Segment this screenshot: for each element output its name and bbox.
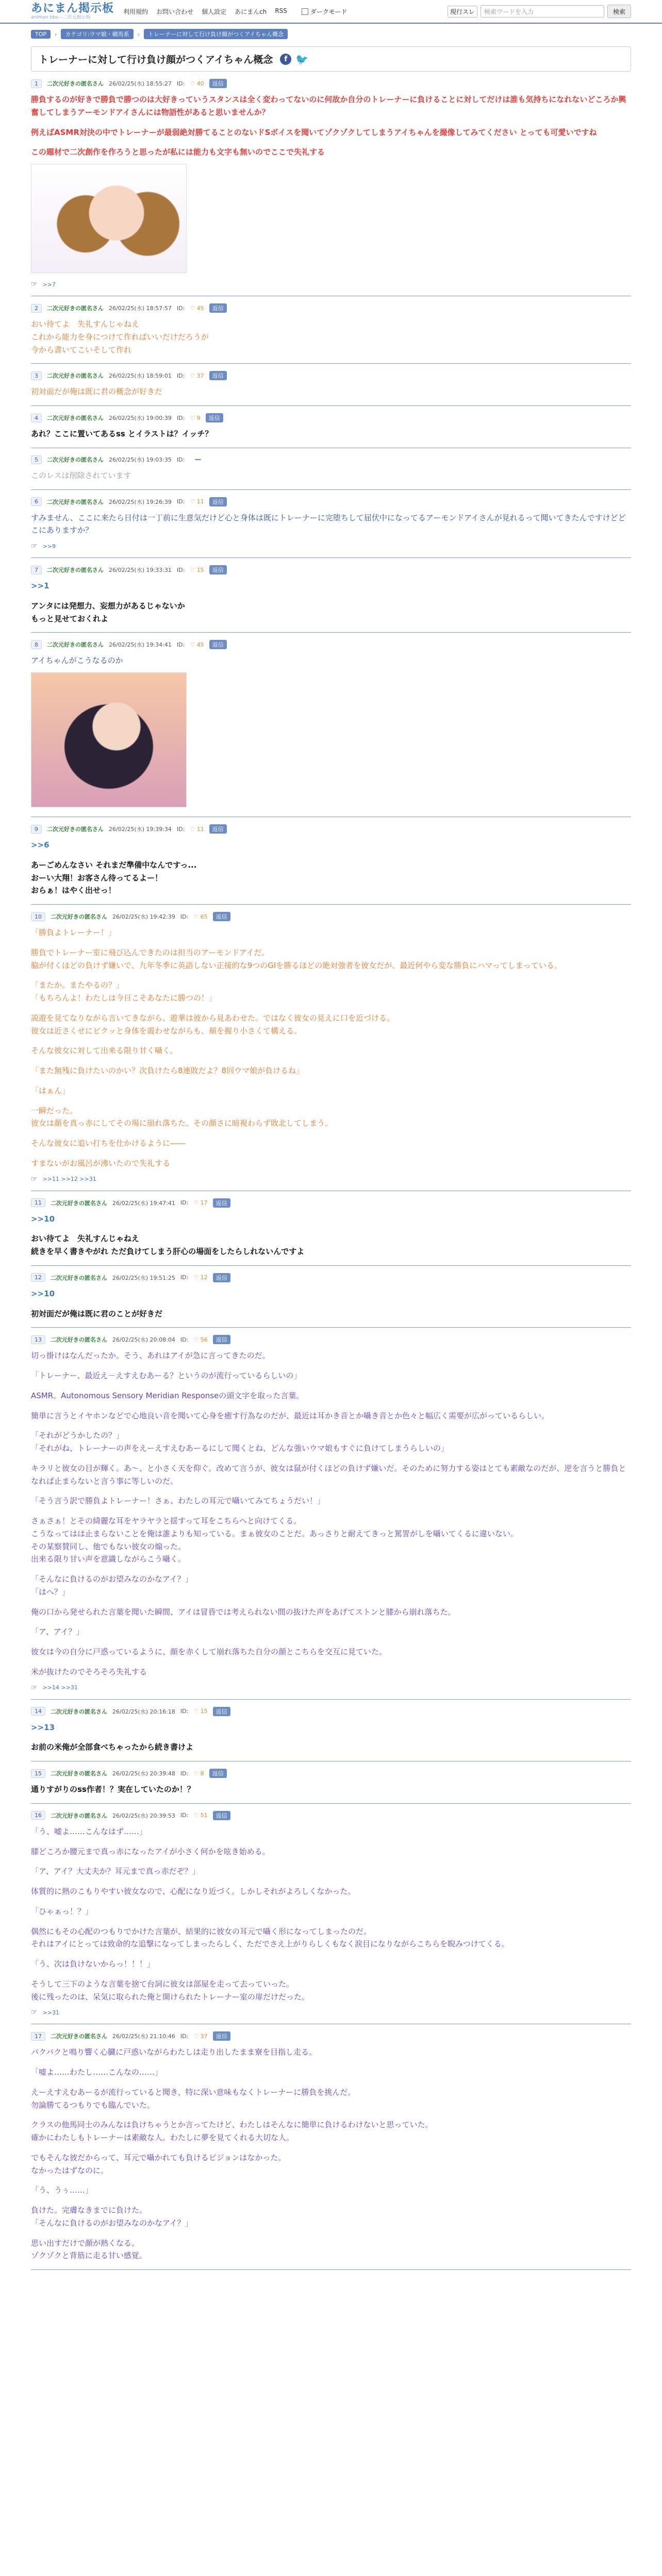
post-header [31, 1273, 631, 1282]
post [31, 72, 631, 296]
reply-button[interactable]: 返信 [209, 371, 227, 380]
post-date: 26/02/25(水) 19:42:39 [112, 913, 175, 920]
like-count[interactable]: ♡ 37 [193, 2032, 208, 2040]
post-number[interactable]: 12 [31, 1273, 45, 1282]
post-number[interactable]: 4 [31, 414, 42, 422]
post-id: ID: [176, 825, 185, 833]
post-paragraph: 「う、うぅ……」 [31, 2185, 93, 2195]
post-list [0, 72, 662, 2270]
post-author: 二次元好きの匿名さん [51, 1336, 107, 1344]
like-count[interactable]: ♡ 45 [190, 304, 204, 312]
post-paragraph: この題材で二次創作を作ろうと思ったが私には能力も文字も無いのでここで失礼する [31, 147, 325, 157]
post-author: 二次元好きの匿名さん [47, 456, 104, 464]
post-id: ID: [180, 1812, 189, 1819]
like-count[interactable]: ♡ 11 [190, 825, 204, 833]
post-paragraph: 通りすがりのss作者！？実在していたのか！？ [31, 1785, 195, 1794]
post-id: ID: [176, 80, 185, 87]
post-id: ID: [176, 498, 185, 505]
post-number[interactable]: 17 [31, 2032, 45, 2041]
post-body [31, 93, 631, 159]
post [31, 490, 631, 558]
post-paragraph: 膝どころか腰元まで真っ赤になったアイが小さく何かを呟き始める。 [31, 1846, 270, 1856]
post-paragraph: 切っ掛けはなんだったか。そう、あれはアイが急に言ってきたのだ。 [31, 1351, 270, 1361]
nav-link-contact[interactable]: お問い合わせ [156, 8, 194, 15]
post-paragraph: あれ？ここに置いてあるss とイラストは？イッチ？ [31, 429, 213, 438]
nav-link-animanch[interactable]: あにまんch [235, 8, 267, 15]
post-paragraph: 思い出すだけで顔が熱くなる。 ゾクゾクと背筋に走る甘い感覚。 [31, 2238, 147, 2261]
post-header [31, 912, 631, 921]
post-body [31, 1825, 631, 2004]
reply-button[interactable]: 返信 [209, 1769, 227, 1778]
post-paragraph: 説遊を見てなりながら言いてきながら、遊華は彼から見あわせた。ではなく彼女の見えに口を近づける。 彼女は近さくせにビクッと身体を震わせながらも、頬を握り小さくて構える。 [31, 1013, 395, 1036]
post-id: ID: [180, 1336, 189, 1343]
post-date: 26/02/25(水) 19:51:25 [112, 1274, 175, 1281]
breadcrumb-category[interactable]: カテゴリ:ウマ娘・競馬系 [61, 29, 133, 39]
post-paragraph: お前の米俺が全部食べちゃったから続き書けよ [31, 1742, 194, 1752]
post-header [31, 497, 631, 506]
post-body [31, 654, 631, 667]
post-paragraph: 「う、次は負けないからっ！！！」 [31, 1959, 155, 1969]
post-paragraph: でもそんな彼だからって、耳元で囁かれても負けるビジョンはなかった。 なかったはずなのに。 [31, 2153, 286, 2175]
breadcrumb [0, 24, 662, 39]
post [31, 448, 631, 490]
search-area [448, 5, 631, 18]
post-paragraph: 俺の口から発せられた言葉を聞いた瞬間、アイは冒昏では考えられない間の抜けた声をあげてストンと膝から崩れ落ちた。 [31, 1607, 456, 1617]
post-body [31, 839, 631, 897]
post-body [31, 512, 631, 537]
post-number[interactable]: 10 [31, 912, 45, 921]
post-body [31, 926, 631, 1170]
post-date: 26/02/25(水) 18:55:27 [109, 80, 172, 87]
post-paragraph: 「そう言う訳で勝負よトレーナー！さぁ、わたしの耳元で囁いてみてちょうだい！」 [31, 1496, 325, 1506]
post-paragraph: クラスの他馬同士のみんなは負けちゃうとか言ってたけど、わたしはそんなに簡単に負けるわけないと思っていた。 確かにわたしもトレーナーは素敵な人。わたしに夢を見てくれる大切な人。 [31, 2120, 433, 2142]
post [31, 296, 631, 364]
post-body [31, 1287, 631, 1320]
post-paragraph: おい待てよ 失礼すんじゃねえ 続きを早く書きやがれ ただ負けてしまう肝心の場面をしたらしれないんですよ [31, 1234, 305, 1256]
post-number[interactable]: 15 [31, 1769, 45, 1778]
post-number[interactable]: 14 [31, 1707, 45, 1716]
post-id: ID: [180, 913, 189, 920]
post-header [31, 1707, 631, 1716]
post [31, 1266, 631, 1328]
post-date: 26/02/25(水) 19:33:31 [109, 567, 172, 573]
pointing-hand-icon: ☞ [31, 1683, 38, 1692]
post-author: 二次元好きの匿名さん [47, 567, 104, 573]
post-date: 26/02/25(水) 19:00:39 [109, 415, 172, 421]
post-author: 二次元好きの匿名さん [51, 1199, 107, 1207]
post-paragraph: さぁさぁ！とその綺麗な耳をヤラヤラと揺すって耳をこちらへと向けてくる。 こうなってはは止まらないことを俺は誰よりも知っている。まぁ彼女のことだ。あっさりと耐えてきっと罵詈がしを囁いてくるに違いない。 その某察賛同し、他でもない彼女の煽った。 出来る限り甘い声を意識しながらこう囁く。 [31, 1516, 518, 1564]
like-count[interactable]: ♡ 17 [193, 1199, 208, 1206]
post-author: 二次元好きの匿名さん [47, 498, 104, 505]
reply-anchor-link[interactable]: >>6 [31, 840, 49, 850]
darkmode-label: ダークモード [310, 8, 347, 15]
reply-button[interactable]: 返信 [213, 1707, 230, 1716]
reply-button[interactable]: 返信 [213, 1335, 230, 1344]
post-paragraph: 「また無残に負けたいのかい？次負けたら8連敗だよ？8回ウマ娘が負けるね」 [31, 1066, 304, 1075]
post-header [31, 79, 631, 88]
reply-anchor-link[interactable]: >>10 [31, 1289, 55, 1298]
post-header [31, 824, 631, 834]
reply-button[interactable]: 返信 [209, 79, 227, 88]
post-paragraph: 米が抜けたのでそろそろ失礼する [31, 1667, 147, 1676]
breadcrumb-thread[interactable]: トレーナーに対して行け負け顔がつくアイちゃん概念 [144, 29, 288, 39]
post [31, 817, 631, 905]
post-header [31, 303, 631, 313]
post-number[interactable]: 13 [31, 1335, 45, 1344]
search-button[interactable]: 検索 [607, 5, 631, 18]
breadcrumb-top[interactable]: TOP [31, 30, 51, 39]
post [31, 1328, 631, 1699]
post-paragraph: 初対面だが俺は既に君の概念が好きだ [31, 387, 163, 397]
post-paragraph: おい待てよ 失礼すんじゃねえ これから能力を身につけて作ればいいだけだろうが 今から書いてこいそして作れ [31, 319, 209, 354]
reply-button[interactable]: 返信 [209, 640, 227, 649]
post-paragraph: バクバクと鳴り響く心臓に戸惑いながらわたしは走り出したまま寮を目指し走る。 [31, 2047, 317, 2057]
post-id: ID: [180, 1199, 189, 1206]
post-id: ID: [176, 414, 185, 421]
post-paragraph: すまないがお風呂が沸いたので失礼する [31, 1158, 171, 1168]
post-date: 26/02/25(水) 20:16:18 [112, 1708, 175, 1715]
like-count[interactable]: ♡ 51 [193, 1812, 208, 1819]
post-paragraph: 簡単に言うとイヤホンなどで心地良い音を聞いて心身を癒す行為なのだが、最近は耳かき音とか囁き音とか色々と幅広く需要が広がっているらしい。 [31, 1411, 550, 1420]
like-count[interactable]: ♡ 65 [193, 913, 208, 920]
post-header [31, 640, 631, 649]
facebook-share-icon[interactable]: f [280, 54, 291, 65]
post-paragraph: あーごめんなさい それまだ準備中なんですっ... おーい大翔！お客さん待ってるよー！ おらぁ！はやく出せっ！ [31, 860, 197, 895]
like-count[interactable]: ♡ 37 [190, 372, 204, 379]
thread-header [31, 46, 631, 72]
post-header [31, 1198, 631, 1208]
post-paragraph: 「トレーナー、最近え－えすえむあーる？というのが流行っているらしいの」 [31, 1371, 302, 1380]
post-author: 二次元好きの匿名さん [47, 641, 104, 649]
post-paragraph: 「う、嘘よ……こんなはず……」 [31, 1826, 147, 1836]
darkmode-checkbox[interactable] [302, 8, 308, 15]
like-count[interactable]: ♡ 40 [190, 80, 204, 87]
like-count[interactable]: ♡ 11 [190, 498, 204, 505]
pointing-hand-icon: ☞ [31, 1175, 38, 1183]
post-number[interactable]: 16 [31, 1811, 45, 1820]
reply-ref-links[interactable]: >>9 [42, 543, 56, 550]
reply-anchor-link[interactable]: >>1 [31, 581, 49, 590]
post-date: 26/02/25(水) 19:34:41 [109, 641, 172, 649]
post-header [31, 1769, 631, 1778]
post-paragraph: 「ひゃぁっ！？」 [31, 1906, 93, 1916]
post-date: 26/02/25(水) 19:03:35 [109, 456, 172, 464]
reply-button[interactable]: 返信 [213, 912, 230, 921]
post [31, 633, 631, 817]
post-image[interactable] [31, 164, 187, 273]
post-paragraph: 「それがどうかしたの？」 「それがね、トレーナーの声をえーえすえむあーるにして聞くとね、どんな強いウマ娘もすぐに負けてしまうらしいの」 [31, 1431, 449, 1453]
post-date: 26/02/25(水) 21:10:46 [112, 2033, 175, 2040]
post [31, 1804, 631, 2025]
post-header [31, 413, 631, 422]
thread-title: トレーナーに対して行け負け顔がつくアイちゃん概念 [39, 54, 273, 65]
post-id: ID: [180, 1770, 189, 1777]
breadcrumb-separator: › [55, 30, 57, 38]
post-image[interactable] [31, 672, 187, 807]
post [31, 1191, 631, 1266]
reply-button[interactable]: 返信 [213, 1811, 230, 1820]
post-id: ID: [176, 566, 185, 573]
reply-button[interactable]: 返信 [209, 497, 227, 506]
post-id: ID: [176, 456, 185, 463]
post [31, 1700, 631, 1762]
like-count[interactable]: ♡ 45 [190, 641, 204, 648]
post-body [31, 385, 631, 398]
post-author: 二次元好きの匿名さん [51, 1274, 107, 1281]
post-paragraph: このレスは削除されています [31, 470, 131, 480]
reply-button[interactable]: 返信 [206, 413, 223, 422]
nav-link-rss[interactable]: RSS [275, 7, 287, 14]
post-body [31, 428, 631, 440]
twitter-share-icon[interactable]: 🐦 [295, 53, 309, 65]
post-header [31, 455, 631, 464]
post-author: 二次元好きの匿名さん [47, 372, 104, 380]
post-body [31, 469, 631, 482]
like-count[interactable]: ♡ 9 [190, 414, 201, 421]
post-paragraph: 偶然にもその心配のつもりでかけた言葉が、結果的に彼女の耳元で囁く形になってしまったのだ。 それはアイにとっては致命的な追撃になってしまったらしく、ただでさえ上がりらしくもなく涙目になりながらこちらを睨みつけてくる。 [31, 1926, 509, 1949]
post-id: ID: [180, 1708, 189, 1715]
post-paragraph: アンタには発想力、妄想力があるじゃないか もっと見せておくれよ [31, 601, 185, 623]
post-paragraph: 「勝負よトレーナー！」 [31, 928, 117, 937]
share-buttons [280, 54, 307, 65]
post-paragraph: 彼女は今の自分に戸惑っているように、顔を赤くして崩れ落ちた自分の顔とこちらを交互に見ていた。 [31, 1647, 387, 1656]
like-count[interactable]: ♡ 15 [190, 566, 204, 573]
post-paragraph: 「ア、アイ？」 [31, 1627, 84, 1637]
post-author: 二次元好きの匿名さん [47, 305, 104, 312]
post-paragraph: えーえすえむあーるが流行っていると聞き、特に深い意味もなくトレーナーに勝負を挑んだ。 勿論勝てるつもりでも臨んでいた。 [31, 2087, 356, 2110]
site-logo[interactable] [31, 3, 114, 20]
post-id: ID: [176, 372, 185, 379]
post-number[interactable]: 7 [31, 566, 42, 574]
post-paragraph: 勝負でトレーナー室に飛び込んできたのは担当のアーモンドアイだ。 脇が付くほどの負けず嫌いで、九年冬季に英語しない正接的な9つのGIを勝るほどの絶対強者を彼女だが、最近何やら変な勝負にハマってしまっている。 [31, 947, 562, 970]
post-body [31, 2046, 631, 2262]
post-date: 26/02/25(水) 18:59:01 [109, 372, 172, 380]
search-scope-select[interactable]: 現行スレ [448, 6, 477, 18]
post-id: ID: [180, 1274, 189, 1281]
top-navigation-bar [0, 0, 662, 24]
reply-refs [31, 280, 631, 289]
post-number[interactable]: 2 [31, 304, 42, 313]
reply-ref-links[interactable]: >>31 [42, 2009, 59, 2016]
post-date: 26/02/25(水) 20:39:48 [112, 1770, 175, 1777]
logo-subtext: animan bbs—二次元掲示板 [31, 14, 91, 20]
post-paragraph: 「そんなに負けるのがお望みなのかなアイ？」 「はへ？」 [31, 1574, 193, 1597]
post-paragraph: すみません、ここに来たら日付は一丁前に生意気だけど心と身体は既にトレーナーに完堕ちして屈伏中になってるアーモンドアイさんが見れるって聞いてきたんですけどどこにありますか？ [31, 513, 626, 535]
post-number[interactable]: 11 [31, 1198, 45, 1207]
post-date: 26/02/25(水) 19:39:34 [109, 826, 172, 833]
post-number[interactable]: 1 [31, 79, 42, 88]
post-author: 二次元好きの匿名さん [47, 415, 104, 421]
pointing-hand-icon: ☞ [31, 280, 38, 289]
post-paragraph: アイちゃんがこうなるのか [31, 656, 123, 666]
post-author: 二次元好きの匿名さん [47, 80, 104, 87]
post-author: 二次元好きの匿名さん [51, 1770, 107, 1777]
post-author: 二次元好きの匿名さん [51, 913, 107, 920]
post [31, 905, 631, 1191]
post-paragraph: 例えばASMR対決の中でトレーナーが最弱絶対勝てることのないドSボイスを聞いてゾクゾクしてしまうアイちゃんを撮像してみてください とっても可愛いですね [31, 127, 597, 137]
post-header [31, 1811, 631, 1820]
post-date: 26/02/25(水) 20:08:04 [112, 1336, 175, 1344]
reply-refs [31, 1684, 631, 1692]
post-body [31, 1783, 631, 1796]
post [31, 364, 631, 406]
post-id: ID: [176, 304, 185, 312]
post-date: 26/02/25(水) 19:26:39 [109, 498, 172, 505]
post-body [31, 1721, 631, 1754]
post [31, 2024, 631, 2270]
post-body [31, 1349, 631, 1678]
reply-button[interactable]: 返信 [213, 1198, 230, 1208]
darkmode-toggle[interactable] [302, 7, 347, 16]
reply-button[interactable] [195, 459, 201, 460]
post [31, 1761, 631, 1804]
like-count[interactable]: ♡ 56 [193, 1336, 208, 1343]
post-paragraph: 「またか。またやるの？」 「もちろんよ！わたしは今日こそあなたに勝つの！」 [31, 980, 217, 1003]
like-count[interactable]: ♡ 15 [193, 1708, 208, 1715]
reply-button[interactable]: 返信 [213, 1273, 230, 1282]
nav-link-settings[interactable]: 個人設定 [202, 8, 227, 15]
post-header [31, 1335, 631, 1344]
post-number[interactable]: 9 [31, 825, 42, 834]
reply-ref-links[interactable]: >>7 [42, 281, 56, 288]
post-author: 二次元好きの匿名さん [51, 1812, 107, 1819]
post [31, 406, 631, 448]
reply-button[interactable]: 返信 [213, 2031, 230, 2041]
post-date: 26/02/25(水) 18:57:57 [109, 305, 172, 312]
post-number[interactable]: 3 [31, 371, 42, 380]
reply-refs [31, 2008, 631, 2016]
reply-anchor-link[interactable]: >>13 [31, 1722, 55, 1732]
search-input[interactable]: 検索ワードを入力 [481, 5, 604, 18]
post [31, 558, 631, 633]
reply-ref-links[interactable]: >>14 >>31 [42, 1684, 78, 1691]
post-paragraph: ASMR。Autonomous Sensory Meridian Responseの頭文字を取った言葉。 [31, 1391, 304, 1400]
reply-refs [31, 1175, 631, 1183]
post-paragraph: 初対面だが俺は既に君のことが好きだ [31, 1309, 163, 1318]
reply-refs [31, 542, 631, 550]
post-date: 26/02/25(水) 19:47:41 [112, 1199, 175, 1207]
post-paragraph: そうして三下のような言葉を捨て台詞に彼女は部屋を走って去っていった。 後に残ったのは、呆気に取られた俺と開けられたトレーナー室の扉だけだった。 [31, 1979, 310, 2002]
post-paragraph: そんな彼女に対して出来る限り甘く囁く。 [31, 1046, 178, 1056]
post-date: 26/02/25(水) 20:39:53 [112, 1812, 175, 1819]
post-paragraph: 負けた。完膚なきまでに負けた。 「そんなに負けるのがお望みなのかなアイ？」 [31, 2206, 193, 2228]
post-author: 二次元好きの匿名さん [47, 826, 104, 833]
post-paragraph: 勝負するのが好きで勝負で勝つのは大好きっていうスタンスは全く変わってないのに何故か自分のトレーナーに負けることに対してだけは誰も気持ちになれないどころか興奮してしまうアーモンドアイさんには物語性があると思いませんか？ [31, 95, 626, 117]
post-number[interactable]: 8 [31, 640, 42, 649]
post-paragraph: 体質的に熱のこもりやすい彼女なので、心配になり近づく。しかしそれがよろしくなかった。 [31, 1887, 356, 1896]
post-paragraph: そんな彼女に追い打ちを仕かけるように―― [31, 1139, 186, 1148]
post-body [31, 318, 631, 356]
reply-button[interactable]: 返信 [209, 303, 227, 313]
post-author: 二次元好きの匿名さん [51, 2033, 107, 2040]
reply-button[interactable]: 返信 [209, 565, 227, 574]
post-paragraph: 「ア、アイ？大丈夫か？耳元まで真っ赤だぞ？」 [31, 1867, 200, 1876]
reply-ref-links[interactable]: >>11 >>12 >>31 [42, 1176, 96, 1182]
reply-anchor-link[interactable]: >>10 [31, 1214, 55, 1224]
post-number[interactable]: 6 [31, 497, 42, 506]
breadcrumb-separator: › [137, 30, 140, 38]
reply-button[interactable]: 返信 [209, 824, 227, 834]
post-header [31, 2031, 631, 2041]
post-number[interactable]: 5 [31, 455, 42, 464]
post-header [31, 371, 631, 380]
like-count[interactable]: ♡ 12 [193, 1274, 208, 1281]
post-paragraph: 一瞬だった。 彼女は顔を真っ赤にしてその場に崩れ落ちた。その顔さに暗視わらず敗北してしまう。 [31, 1106, 333, 1128]
pointing-hand-icon: ☞ [31, 542, 38, 550]
nav-link-terms[interactable]: 利用規約 [123, 8, 148, 15]
pointing-hand-icon: ☞ [31, 2008, 38, 2017]
logo-text: あにまん掲示板 [31, 2, 114, 15]
post-body [31, 580, 631, 625]
post-paragraph: 「はぁん」 [31, 1086, 70, 1095]
post-header [31, 565, 631, 574]
header-nav [123, 7, 287, 16]
like-count[interactable]: ♡ 8 [193, 1770, 204, 1777]
post-paragraph: 「嘘よ……わたし……こんなの……」 [31, 2067, 163, 2077]
post-id: ID: [176, 641, 185, 648]
post-author: 二次元好きの匿名さん [51, 1708, 107, 1715]
post-paragraph: キラリと彼女の目が輝く。あ～、と小さく天を仰ぐ。改めて言うが、彼女は鼠が付くほどの負けず嫌いだ。そのために努力する姿はとても素敵なのだが、逆を言うと勝負となれば止まらないと言う事に等しいのだ。 [31, 1463, 626, 1486]
post-body [31, 1213, 631, 1258]
post-id: ID: [180, 2032, 189, 2040]
